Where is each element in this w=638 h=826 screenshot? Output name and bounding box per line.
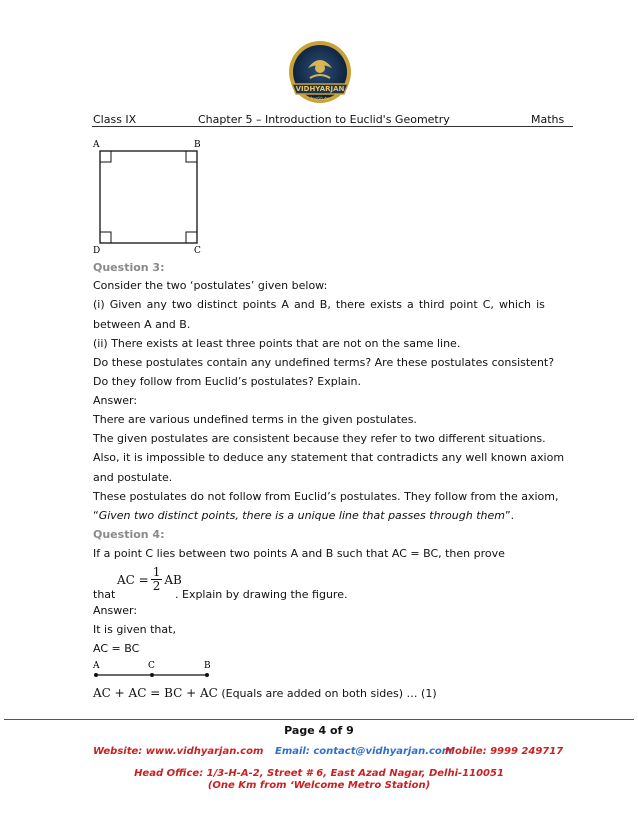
page-number: Page 4 of 9: [284, 724, 354, 737]
square-outline: [100, 151, 197, 243]
footer-website[interactable]: Website: www.vidhyarjan.com: [93, 746, 264, 757]
right-angle-d: [100, 232, 111, 243]
vertex-label-c: C: [194, 246, 201, 256]
right-angle-c: [186, 232, 197, 243]
question-4-title: Question 4:: [93, 528, 165, 541]
q3-answer-1: There are various undefined terms in the given postulates.: [93, 413, 417, 426]
vertex-label-d: D: [93, 246, 101, 256]
q4-answer-label: Answer:: [93, 604, 138, 617]
question-3-title: Question 3:: [93, 261, 165, 274]
vertex-label-b: B: [194, 140, 201, 150]
point-label-b: B: [204, 661, 211, 671]
q4-eq-ac-bc: AC = BC: [93, 642, 140, 655]
point-c: [150, 673, 154, 677]
header-rule: [92, 126, 573, 127]
q3-intro: Consider the two ‘postulates’ given below:: [93, 279, 328, 292]
vertex-label-a: A: [93, 140, 100, 150]
q4-line-1: If a point C lies between two points A and B such that AC = BC, then prove: [93, 547, 505, 560]
axiom-quote: Given two distinct points, there is a unique line that passes through them: [98, 509, 505, 522]
footer-office: Head Office: 1/3-H-A-2, Street # 6, East Azad Nagar, Delhi-110051: [134, 768, 504, 779]
line-segment-acb: [92, 659, 222, 681]
q3-answer-6: “Given two distinct points, there is a unique line that passes through them”.: [93, 509, 515, 522]
point-label-a: A: [93, 661, 100, 671]
header-chapter: Chapter 5 – Introduction to Euclid's Geometry: [198, 113, 450, 126]
q3-answer-5: These postulates do not follow from Euclid’s postulates. They follow from the axiom,: [93, 490, 559, 503]
point-label-c: C: [148, 661, 155, 671]
right-angle-b: [186, 151, 197, 162]
q3-answer-2: The given postulates are consistent because they refer to two different situations.: [93, 432, 546, 445]
right-angle-a: [100, 151, 111, 162]
eq-sum: AC + AC = BC + AC: [93, 686, 218, 700]
q3-answer-3: Also, it is impossible to deduce any statement that contradicts any well known axiom: [93, 451, 565, 464]
q4-equation-1: [93, 686, 545, 701]
eq-note: (Equals are added on both sides) … (1): [221, 687, 437, 700]
q3-question-2: Do they follow from Euclid’s postulates? Explain.: [93, 375, 362, 388]
logo-subtext: Institute: [310, 97, 330, 102]
q3-answer-4: and postulate.: [93, 471, 173, 484]
footer-rule: [4, 719, 634, 720]
formula-ac-half-ab: AC = $\frac{1}{2}$ AB: [117, 565, 182, 593]
footer-email[interactable]: Email: contact@vidhyarjan.com: [275, 746, 453, 757]
vidhyarjan-logo: [284, 38, 356, 110]
q3-answer-label: Answer:: [93, 394, 138, 407]
header-class: Class IX: [93, 113, 137, 126]
square-diagram: [92, 138, 212, 256]
q3-postulate-ii: (ii) There exists at least three points that are not on the same line.: [93, 337, 461, 350]
logo-text: VIDHYARJAN: [295, 85, 345, 93]
footer-mobile: Mobile: 9999 249717: [445, 746, 564, 757]
q4-given: It is given that,: [93, 623, 176, 636]
q3-postulate-i-cont: between A and B.: [93, 318, 191, 331]
q3-postulate-i: (i) Given any two distinct points A and B, there exists a third point C, which is: [93, 298, 545, 311]
header-subject: Maths: [531, 113, 565, 126]
q3-question-1: Do these postulates contain any undefined terms? Are these postulates consistent?: [93, 356, 555, 369]
footer-office-note: (One Km from ‘Welcome Metro Station): [207, 780, 431, 791]
point-b: [205, 673, 209, 677]
point-a: [94, 673, 98, 677]
